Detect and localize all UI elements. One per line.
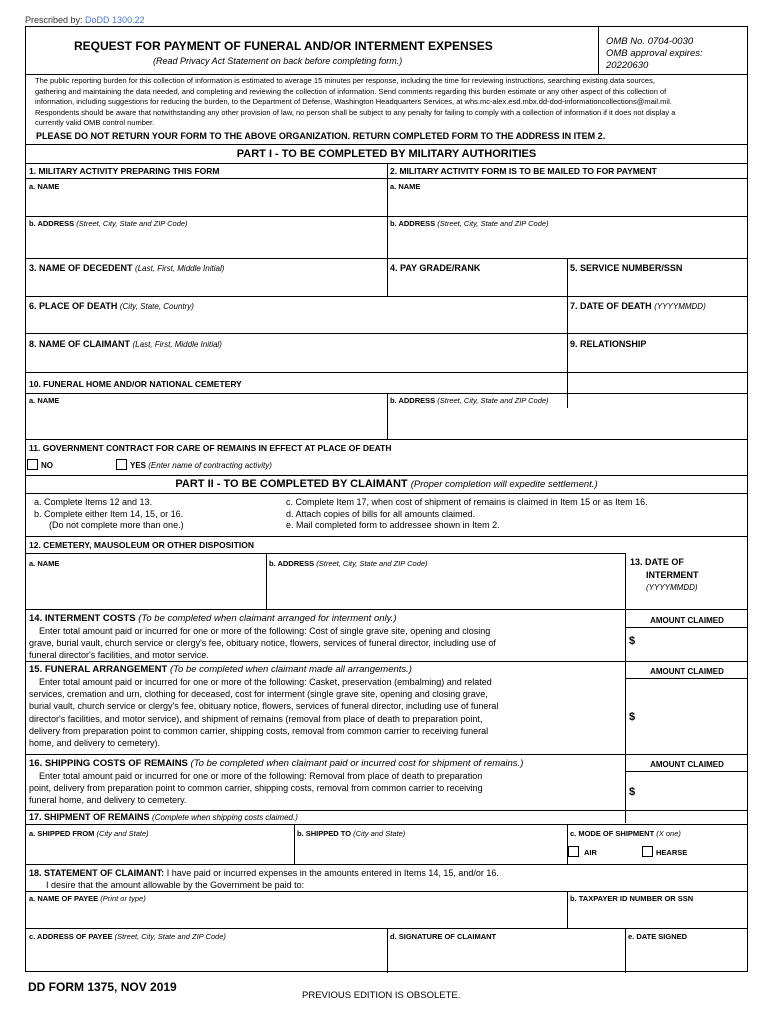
mode-of-shipment-label: c. MODE OF SHIPMENT (X one): [570, 829, 681, 838]
prescribed-by-label: Prescribed by:: [25, 15, 83, 25]
hearse-checkbox[interactable]: [642, 846, 653, 857]
instruction-d: d. Attach copies of bills for all amounts claimed.: [286, 508, 476, 519]
item2-label: 2. MILITARY ACTIVITY FORM IS TO BE MAILED TO FOR PAYMENT: [390, 166, 657, 176]
air-label: AIR: [584, 848, 597, 857]
burden-statement: [35, 76, 745, 129]
item9-label: 9. RELATIONSHIP: [570, 339, 647, 349]
item12-label: 12. CEMETERY, MAUSOLEUM OR OTHER DISPOSITION: [29, 540, 254, 550]
item14-line: funeral director's facilities, and motor service.: [29, 650, 209, 661]
item2-address-label: b. ADDRESS (Street, City, State and ZIP Code): [390, 219, 549, 228]
instruction-b: b. Complete either Item 14, 15, or 16.: [34, 508, 184, 519]
do-not-return-notice: PLEASE DO NOT RETURN YOUR FORM TO THE ABOVE ORGANIZATION. RETURN COMPLETED FORM TO THE ADDRESS IN ITEM 2.: [36, 131, 606, 141]
no-checkbox[interactable]: [27, 459, 38, 470]
item12-address-label: b. ADDRESS (Street, City, State and ZIP Code): [269, 559, 428, 568]
item17-label: 17. SHIPMENT OF REMAINS (Complete when shipping costs claimed.): [29, 812, 298, 822]
item4-label: 4. PAY GRADE/RANK: [390, 263, 481, 273]
instructions-left: [34, 497, 184, 532]
part-two-heading: PART II - TO BE COMPLETED BY CLAIMANT (Proper completion will expedite settlement.): [175, 478, 598, 490]
form-number: DD FORM 1375, NOV 2019: [28, 980, 177, 994]
item16-dollar: $: [629, 786, 636, 798]
item16-line: funeral home, and delivery to cemetery.: [29, 795, 187, 806]
item5-label: 5. SERVICE NUMBER/SSN: [570, 263, 683, 273]
shipped-to-label: b. SHIPPED TO (City and State): [297, 829, 406, 838]
date-signed-label: e. DATE SIGNED: [628, 932, 688, 941]
burden-line: Respondents should be aware that notwithstanding any other provision of law, no person shall be subject to any penalty for failing to comply with a collection of information if it does not display a: [35, 107, 676, 117]
instruction-b-note: (Do not complete more than one.): [49, 520, 184, 530]
item15-line: services, cremation and urn, clothing for deceased, cost for interment (single grave site, opening and closing grave,: [29, 689, 488, 700]
form-subtitle: (Read Privacy Act Statement on back before completing form.): [153, 56, 403, 66]
item15-line: director's facilities, and motor service), and shipment of remains (removal from place of death to preparation point,: [29, 713, 483, 724]
signature-label: d. SIGNATURE OF CLAIMANT: [390, 932, 497, 941]
shipped-from-label: a. SHIPPED FROM (City and State): [29, 829, 149, 838]
item14-amount-label: AMOUNT CLAIMED: [650, 616, 724, 625]
obsolete-notice: PREVIOUS EDITION IS OBSOLETE.: [302, 990, 461, 1001]
taxpayer-id-label: b. TAXPAYER ID NUMBER OR SSN: [570, 894, 694, 903]
part-one-heading: PART I - TO BE COMPLETED BY MILITARY AUTHORITIES: [236, 148, 537, 160]
item1-label: 1. MILITARY ACTIVITY PREPARING THIS FORM: [29, 166, 220, 176]
item13-label-1: 13. DATE OF: [630, 557, 684, 567]
item6-label: 6. PLACE OF DEATH (City, State, Country): [29, 301, 194, 311]
item15-line: delivery from preparation point to common carrier, shipping costs, removal from common carrier to receiving funeral: [29, 725, 489, 736]
item14-line: Enter total amount paid or incurred for one or more of the following: Cost of single grave site, opening and closing: [39, 626, 491, 636]
item16-text: [29, 770, 623, 807]
item3-label: 3. NAME OF DECEDENT (Last, First, Middle Initial): [29, 263, 225, 273]
item15-text: [29, 676, 623, 749]
instruction-c: c. Complete Item 17, when cost of shipment of remains is claimed in Item 15 or as Item 16.: [286, 497, 648, 507]
item14-amount-input[interactable]: [638, 631, 746, 659]
burden-line: currently valid OMB control number.: [35, 118, 155, 128]
omb-number: OMB No. 0704-0030: [606, 36, 694, 47]
item15-amount-input[interactable]: [638, 683, 746, 751]
burden-line: information, including suggestions for reducing the burden, to the Department of Defense, Washington Headquarters Services, at whs.mc-alex.esd.mbx.dd-dod-informationcollections@mail.mil.: [35, 97, 672, 107]
item13-hint: (YYYYMMDD): [646, 583, 698, 592]
item2-name-label: a. NAME: [390, 182, 421, 191]
item8-label: 8. NAME OF CLAIMANT (Last, First, Middle Initial): [29, 339, 222, 349]
item14-dollar: $: [629, 635, 636, 647]
item14-heading: 14. INTERMENT COSTS (To be completed when claimant arranged for interment only.): [29, 613, 397, 624]
item15-line: burial vault, church service or clergy's fee, obituary notice, flowers, services of funeral director, including use of funeral: [29, 701, 499, 712]
air-checkbox[interactable]: [568, 846, 579, 857]
item11-label: 11. GOVERNMENT CONTRACT FOR CARE OF REMAINS IN EFFECT AT PLACE OF DEATH: [29, 443, 392, 453]
item13-label-2: INTERMENT: [646, 570, 699, 580]
item14-text: [29, 625, 623, 662]
item18-text: I have paid or incurred expenses in the amounts entered in Items 14, 15, and/or 16.: [166, 868, 499, 878]
form-title: REQUEST FOR PAYMENT OF FUNERAL AND/OR INTERMENT EXPENSES: [74, 39, 493, 53]
item10-address-label: b. ADDRESS (Street, City, State and ZIP Code): [390, 396, 549, 405]
item16-amount-input[interactable]: [638, 775, 746, 820]
omb-expires-label: OMB approval expires:: [606, 48, 703, 59]
item15-dollar: $: [629, 711, 636, 723]
prescribed-by: [25, 15, 145, 25]
item16-line: Enter total amount paid or incurred for one or more of the following: Removal from place of death to preparation: [39, 771, 483, 781]
item14-line: grave, burial vault, church service or clergy's fee, obituary notice, flowers, services of funeral director, including use of: [29, 638, 496, 649]
item7-label: 7. DATE OF DEATH (YYYYMMDD): [570, 301, 706, 311]
omb-expires-date: 20220630: [606, 60, 649, 71]
payee-name-label: a. NAME OF PAYEE (Print or type): [29, 894, 146, 903]
item1-address-label: b. ADDRESS (Street, City, State and ZIP Code): [29, 219, 188, 228]
item10-name-label: a. NAME: [29, 396, 60, 405]
hearse-label: HEARSE: [656, 848, 688, 857]
item16-line: point, delivery from preparation point to common carrier, shipping costs, removal from common carrier to receiving: [29, 783, 483, 794]
item15-amount-label: AMOUNT CLAIMED: [650, 667, 724, 676]
burden-line: gathering and maintaining the data needed, and completing and reviewing the collection of information. Send comments regarding this burden estimate or any other aspect of this collection of: [35, 86, 667, 96]
burden-line: The public reporting burden for this collection of information is estimated to average 15 minutes per response, including the time for reviewing instructions, searching existing data sources,: [35, 76, 655, 85]
item16-amount-label: AMOUNT CLAIMED: [650, 760, 724, 769]
no-label: NO: [41, 461, 53, 470]
form-1375: [25, 26, 748, 972]
item15-heading: 15. FUNERAL ARRANGEMENT (To be completed when claimant made all arrangements.): [29, 664, 412, 675]
yes-checkbox[interactable]: [116, 459, 127, 470]
item16-heading: 16. SHIPPING COSTS OF REMAINS (To be completed when claimant paid or incurred cost for shipment of remains.): [29, 758, 524, 769]
item18-statement: [29, 867, 499, 891]
item15-line: Enter total amount paid or incurred for one or more of the following: Casket, preservation (embalming) and related: [39, 677, 492, 687]
instruction-e: e. Mail completed form to addressee shown in Item 2.: [286, 520, 500, 530]
item18-title: 18. STATEMENT OF CLAIMANT:: [29, 868, 165, 878]
directive-link[interactable]: DoDD 1300.22: [85, 15, 145, 25]
payee-address-label: c. ADDRESS OF PAYEE (Street, City, State and ZIP Code): [29, 932, 226, 941]
instruction-a: a. Complete Items 12 and 13.: [34, 497, 153, 507]
item15-line: home, and delivery to cemetery).: [29, 738, 161, 749]
item10-label: 10. FUNERAL HOME AND/OR NATIONAL CEMETERY: [29, 379, 242, 389]
item1-name-label: a. NAME: [29, 182, 60, 191]
instructions-right: [286, 497, 746, 532]
yes-label: YES (Enter name of contracting activity): [130, 461, 272, 470]
item18-line2: I desire that the amount allowable by the Government be paid to:: [46, 880, 305, 890]
item12-name-label: a. NAME: [29, 559, 60, 568]
